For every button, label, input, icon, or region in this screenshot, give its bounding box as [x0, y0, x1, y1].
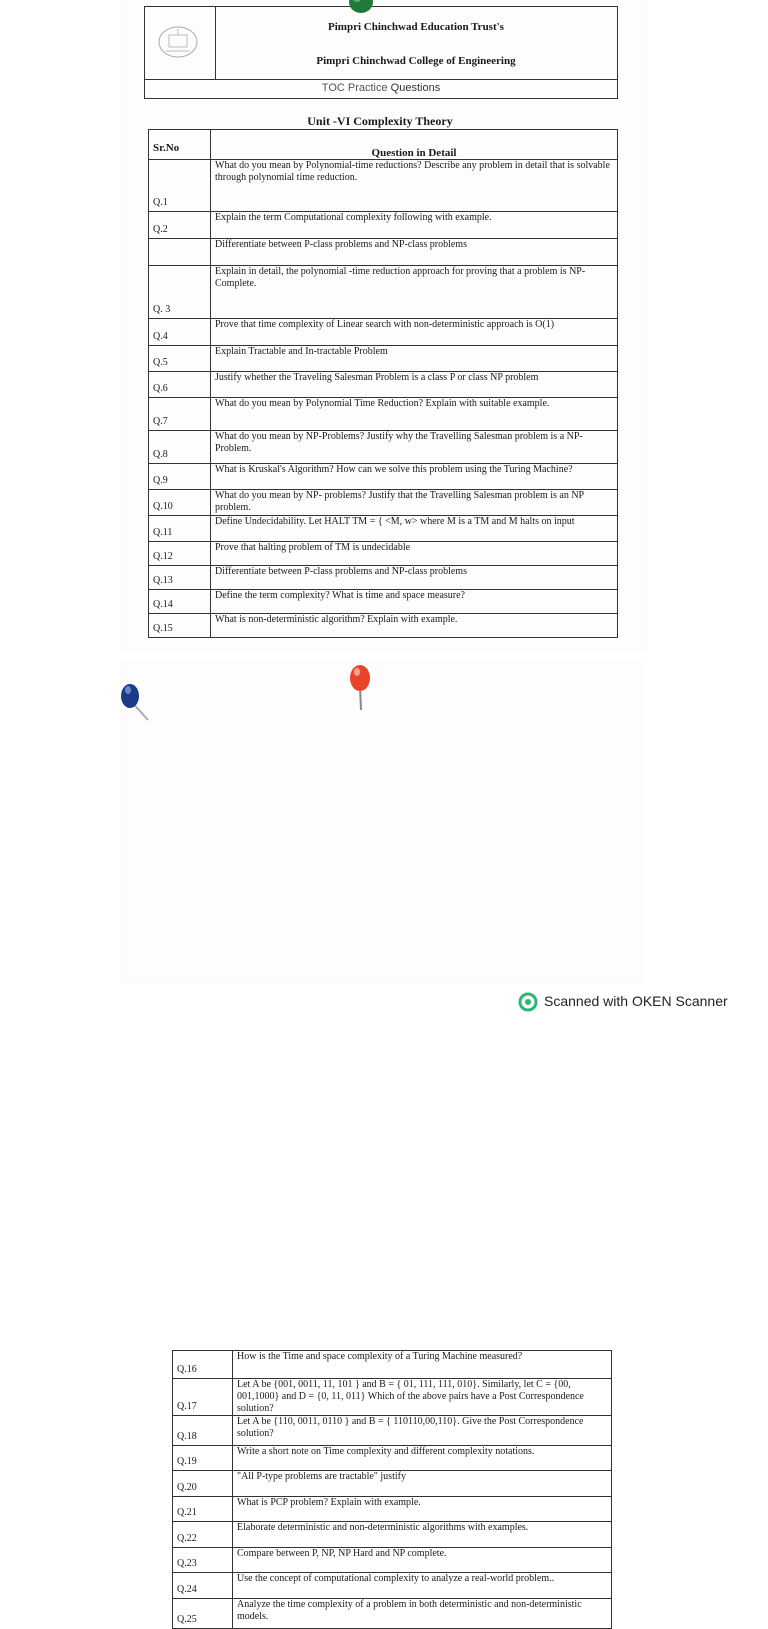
oken-scanner-logo-icon	[518, 992, 538, 1012]
questions-table-1	[148, 129, 618, 638]
question-text: Prove that halting problem of TM is undecidable	[211, 542, 618, 566]
table-row	[149, 490, 618, 516]
table-row	[173, 1446, 612, 1471]
table-row	[149, 398, 618, 431]
question-text: Differentiate between P-class problems and NP-class problems	[211, 239, 618, 266]
question-number: Q.9	[149, 464, 211, 490]
table-row	[173, 1351, 612, 1379]
question-text: Compare between P, NP, NP Hard and NP complete.	[233, 1548, 612, 1573]
question-number: Q.1	[149, 160, 211, 212]
question-text: What is PCP problem? Explain with example.	[233, 1497, 612, 1522]
question-number: Q.12	[149, 542, 211, 566]
column-header-question: Question in Detail	[211, 130, 618, 160]
question-text: Justify whether the Traveling Salesman Problem is a class P or class NP problem	[211, 372, 618, 398]
blue-pushpin-icon	[118, 680, 158, 730]
column-header-sr: Sr.No	[149, 130, 211, 160]
table-row	[173, 1497, 612, 1522]
questions-table-2	[172, 1350, 612, 1629]
red-pushpin-icon	[344, 662, 376, 712]
table-row	[149, 516, 618, 542]
question-text: Differentiate between P-class problems and NP-class problems	[211, 566, 618, 590]
question-number: Q.2	[149, 212, 211, 239]
table-row	[149, 464, 618, 490]
question-text: Explain the term Computational complexity following with example.	[211, 212, 618, 239]
question-text: Define the term complexity? What is time and space measure?	[211, 590, 618, 614]
question-number: Q.23	[173, 1548, 233, 1573]
question-number: Q.24	[173, 1573, 233, 1599]
question-text: Use the concept of computational complexity to analyze a real-world problem..	[233, 1573, 612, 1599]
question-number: Q.7	[149, 398, 211, 431]
question-number: Q.18	[173, 1416, 233, 1446]
subtitle-part1: TOC Practice	[321, 82, 388, 94]
table-row	[149, 239, 618, 266]
question-text: What do you mean by Polynomial Time Reduction? Explain with suitable example.	[211, 398, 618, 431]
table-row	[173, 1548, 612, 1573]
table-row	[173, 1573, 612, 1599]
question-text: Explain in detail, the polynomial -time reduction approach for proving that a problem is NP- Complete.	[211, 266, 618, 319]
question-number: Q.6	[149, 372, 211, 398]
question-number: Q.13	[149, 566, 211, 590]
question-text: What do you mean by Polynomial-time reductions? Describe any problem in detail that is solvable through polynomial time reduction.	[211, 160, 618, 212]
table-row	[173, 1416, 612, 1446]
scanner-label: Scanned with OKEN Scanner	[544, 993, 728, 1009]
logo-cell	[145, 7, 216, 79]
question-number: Q.10	[149, 490, 211, 516]
table-row	[149, 346, 618, 372]
question-number: Q.20	[173, 1471, 233, 1497]
question-text: What do you mean by NP-Problems? Justify why the Travelling Salesman problem is a NP-Problem.	[211, 431, 618, 464]
table-row	[149, 266, 618, 319]
table-row	[149, 614, 618, 638]
question-number: Q.11	[149, 516, 211, 542]
table-row	[173, 1599, 612, 1629]
table-row	[173, 1379, 612, 1416]
scanner-watermark	[518, 991, 728, 1011]
question-text: What is non-deterministic algorithm? Explain with example.	[211, 614, 618, 638]
table-row	[149, 160, 618, 212]
question-text: Elaborate deterministic and non-deterministic algorithms with examples.	[233, 1522, 612, 1548]
trust-name: Pimpri Chinchwad Education Trust's	[328, 21, 504, 33]
question-text: What do you mean by NP- problems? Justify that the Travelling Salesman problem is an NP problem.	[211, 490, 618, 516]
table-row	[149, 566, 618, 590]
question-number: Q.14	[149, 590, 211, 614]
question-number: Q.25	[173, 1599, 233, 1629]
question-number: Q.4	[149, 319, 211, 346]
question-number: Q.8	[149, 431, 211, 464]
question-text: Explain Tractable and In-tractable Problem	[211, 346, 618, 372]
question-text: What is Kruskal's Algorithm? How can we solve this problem using the Turing Machine?	[211, 464, 618, 490]
table-row	[149, 212, 618, 239]
document-page-1	[122, 0, 646, 650]
college-name: Pimpri Chinchwad College of Engineering	[316, 55, 516, 67]
question-number	[149, 239, 211, 266]
question-number: Q.17	[173, 1379, 233, 1416]
table-row	[149, 431, 618, 464]
question-number: Q. 3	[149, 266, 211, 319]
table-row	[149, 319, 618, 346]
college-logo-icon	[157, 21, 199, 63]
question-text: Write a short note on Time complexity and different complexity notations.	[233, 1446, 612, 1471]
question-number: Q.19	[173, 1446, 233, 1471]
letterhead	[144, 6, 618, 80]
question-number: Q.22	[173, 1522, 233, 1548]
question-number: Q.16	[173, 1351, 233, 1379]
question-text: Let A be {110, 0011, 0110 } and B = { 110110,00,110}. Give the Post Correspondence solution?	[233, 1416, 612, 1446]
table-row	[173, 1522, 612, 1548]
table-row	[149, 590, 618, 614]
question-number: Q.5	[149, 346, 211, 372]
document-subtitle	[144, 78, 618, 99]
question-text: Define Undecidability. Let HALT TM = { <M, w> where M is a TM and M halts on input	[211, 516, 618, 542]
unit-title: Unit -VI Complexity Theory	[307, 114, 453, 128]
question-text: Prove that time complexity of Linear search with non-deterministic approach is O(1)	[211, 319, 618, 346]
question-number: Q.21	[173, 1497, 233, 1522]
table-row	[173, 1471, 612, 1497]
question-text: Analyze the time complexity of a problem in both deterministic and non-deterministic models.	[233, 1599, 612, 1629]
table-row	[149, 542, 618, 566]
question-text: Let A be {001, 0011, 11, 101 } and B = { 01, 111, 111, 010}. Similarly, let C = {00, 001,1000} and D = {0, 11, 011} Which of the above pairs have a Post Correspondence solution?	[233, 1379, 612, 1416]
question-text: How is the Time and space complexity of a Turing Machine measured?	[233, 1351, 612, 1379]
subtitle-part2: Questions	[390, 82, 441, 94]
question-text: "All P-type problems are tractable" justify	[233, 1471, 612, 1497]
table-row	[149, 372, 618, 398]
green-pushpin-icon	[346, 0, 376, 16]
question-number: Q.15	[149, 614, 211, 638]
